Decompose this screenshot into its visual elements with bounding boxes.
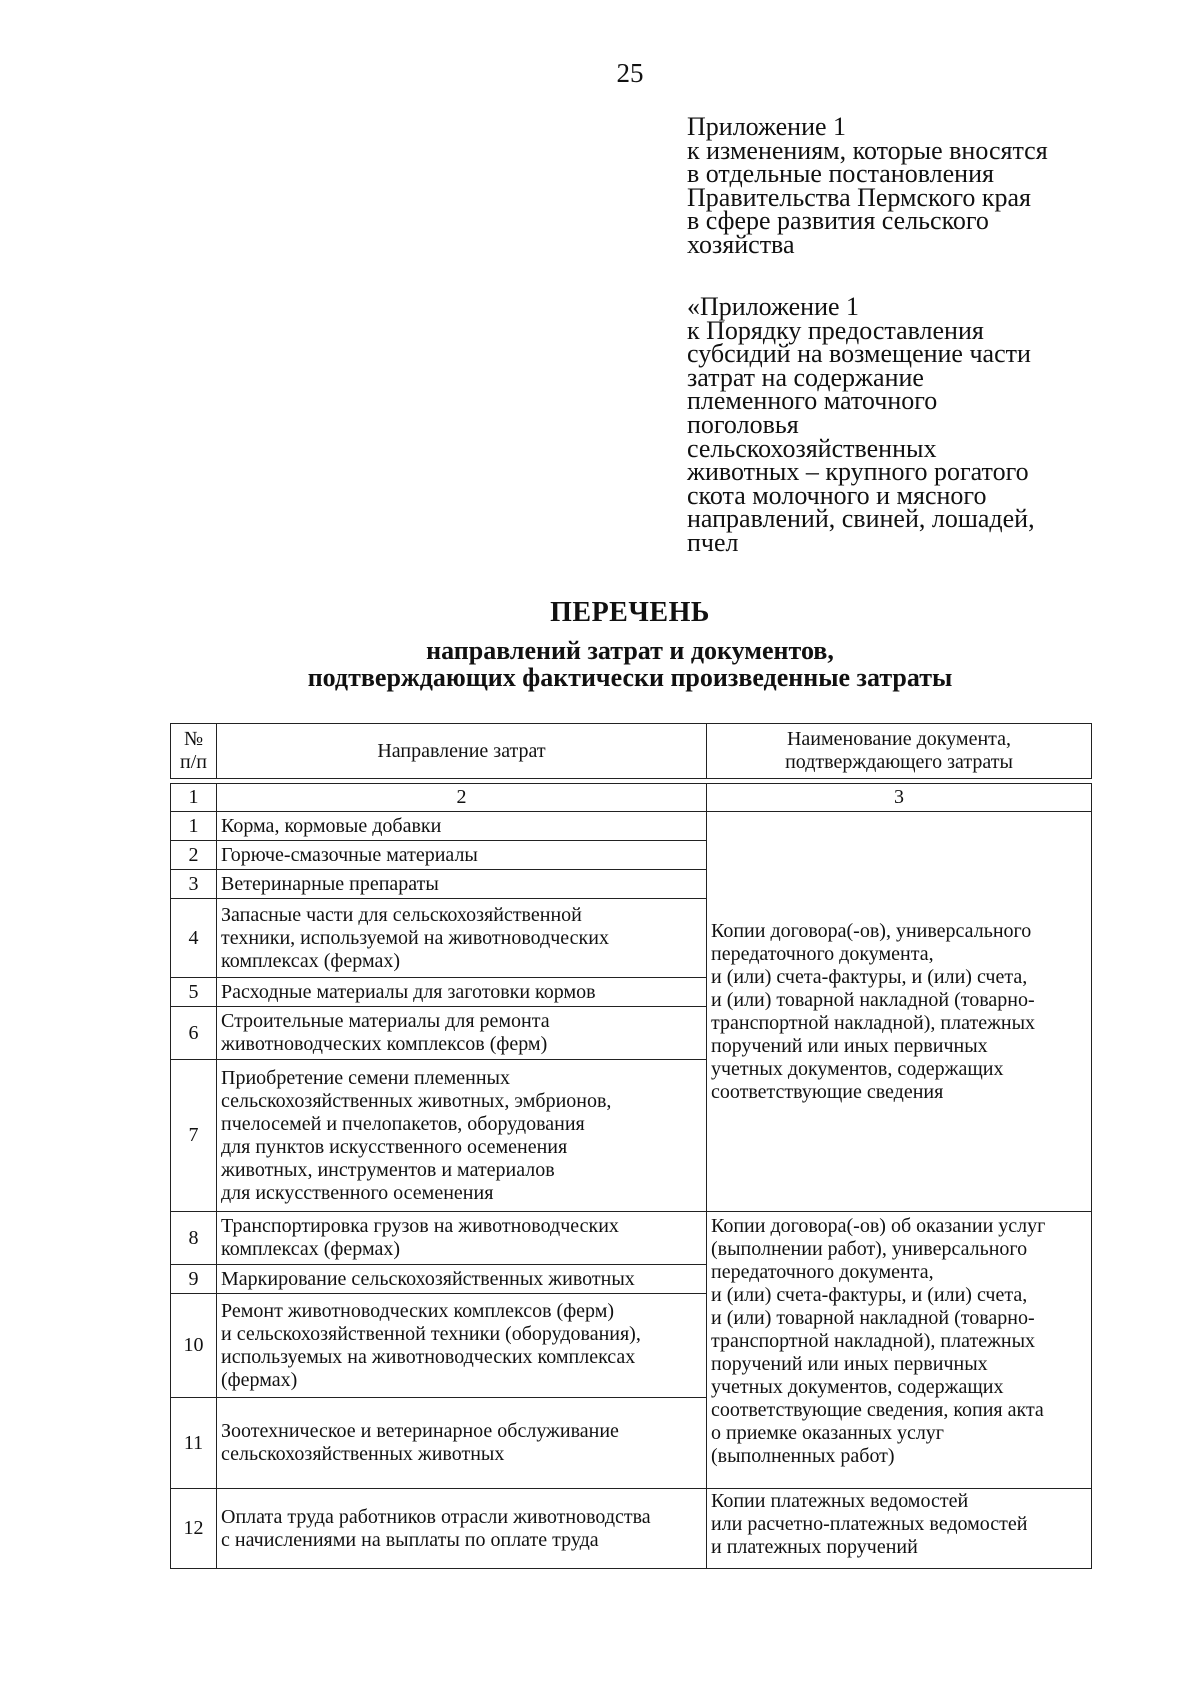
table-row bbox=[171, 812, 1092, 841]
row-number: 8 bbox=[171, 1212, 217, 1265]
document-group-1-7: Копии договора(-ов), универсального передаточного документа, и (или) счета-фактуры, и (или) счета, и (или) товарной накладной (товарно- транспортной накладной), платежных поручений или иных первичных учетных документов, содержащих соответствующие сведения bbox=[707, 812, 1092, 1212]
row-direction: Транспортировка грузов на животноводческих комплексах (фермах) bbox=[217, 1212, 707, 1265]
row-direction: Ветеринарные препараты bbox=[217, 870, 707, 899]
row-number: 3 bbox=[171, 870, 217, 899]
row-direction: Приобретение семени племенных сельскохозяйственных животных, эмбрионов, пчелосемей и пчелопакетов, оборудования для пунктов искусственного осеменения животных, инструментов и материалов для искусственного осеменения bbox=[217, 1060, 707, 1212]
row-direction: Горюче-смазочные материалы bbox=[217, 841, 707, 870]
row-direction: Ремонт животноводческих комплексов (ферм) и сельскохозяйственной техники (оборудования), используемых на животноводческих комплексах (фермах) bbox=[217, 1294, 707, 1398]
row-number: 10 bbox=[171, 1294, 217, 1398]
index-cell: 3 bbox=[707, 784, 1092, 812]
row-number: 2 bbox=[171, 841, 217, 870]
row-number: 4 bbox=[171, 899, 217, 978]
document-title: ПЕРЕЧЕНЬ bbox=[550, 597, 710, 628]
header-document: Наименование документа, подтверждающего затраты bbox=[707, 724, 1092, 779]
row-direction: Зоотехническое и ветеринарное обслуживание сельскохозяйственных животных bbox=[217, 1398, 707, 1489]
document-subtitle: направлений затрат и документов, подтверждающих фактически произведенные затраты bbox=[307, 636, 953, 692]
document-group-8-11: Копии договора(-ов) об оказании услуг (выполнении работ), универсального передаточного документа, и (или) счета-фактуры, и (или) счета, и (или) товарной накладной (товарно- транспортной накладной), платежных поручений или иных первичных учетных документов, содержащих соответствующие сведения, копия акта о приемке оказанных услуг (выполненных работ) bbox=[707, 1212, 1092, 1489]
row-direction: Строительные материалы для ремонта животноводческих комплексов (ферм) bbox=[217, 1007, 707, 1060]
index-cell: 1 bbox=[171, 784, 217, 812]
table-row bbox=[171, 1212, 1092, 1265]
row-direction: Корма, кормовые добавки bbox=[217, 812, 707, 841]
row-direction: Оплата труда работников отрасли животноводства с начислениями на выплаты по оплате труда bbox=[217, 1489, 707, 1569]
row-number: 11 bbox=[171, 1398, 217, 1489]
row-number: 6 bbox=[171, 1007, 217, 1060]
row-direction: Запасные части для сельскохозяйственной техники, используемой на животноводческих комплексах (фермах) bbox=[217, 899, 707, 978]
table-index-row bbox=[171, 784, 1092, 812]
row-direction: Маркирование сельскохозяйственных животных bbox=[217, 1265, 707, 1294]
expense-list-table bbox=[170, 723, 1092, 1569]
row-number: 12 bbox=[171, 1489, 217, 1569]
table-header-row bbox=[171, 724, 1092, 779]
header-num: № п/п bbox=[171, 724, 217, 779]
header-direction: Направление затрат bbox=[217, 724, 707, 779]
annex-reference: Приложение 1 к изменениям, которые вносятся в отдельные постановления Правительства Пермского края в сфере развития сельского хозяйства bbox=[687, 112, 1048, 259]
annex-procedure-reference: «Приложение 1 к Порядку предоставления субсидий на возмещение части затрат на содержание племенного маточного поголовья сельскохозяйственных животных – крупного рогатого скота молочного и мясного направлений, свиней, лошадей, пчел bbox=[687, 292, 1035, 557]
row-number: 9 bbox=[171, 1265, 217, 1294]
document-group-12: Копии платежных ведомостей или расчетно-платежных ведомостей и платежных поручений bbox=[707, 1489, 1092, 1569]
row-number: 1 bbox=[171, 812, 217, 841]
table-row bbox=[171, 1489, 1092, 1569]
row-direction: Расходные материалы для заготовки кормов bbox=[217, 978, 707, 1007]
row-number: 7 bbox=[171, 1060, 217, 1212]
index-cell: 2 bbox=[217, 784, 707, 812]
page-number: 25 bbox=[616, 58, 644, 88]
row-number: 5 bbox=[171, 978, 217, 1007]
